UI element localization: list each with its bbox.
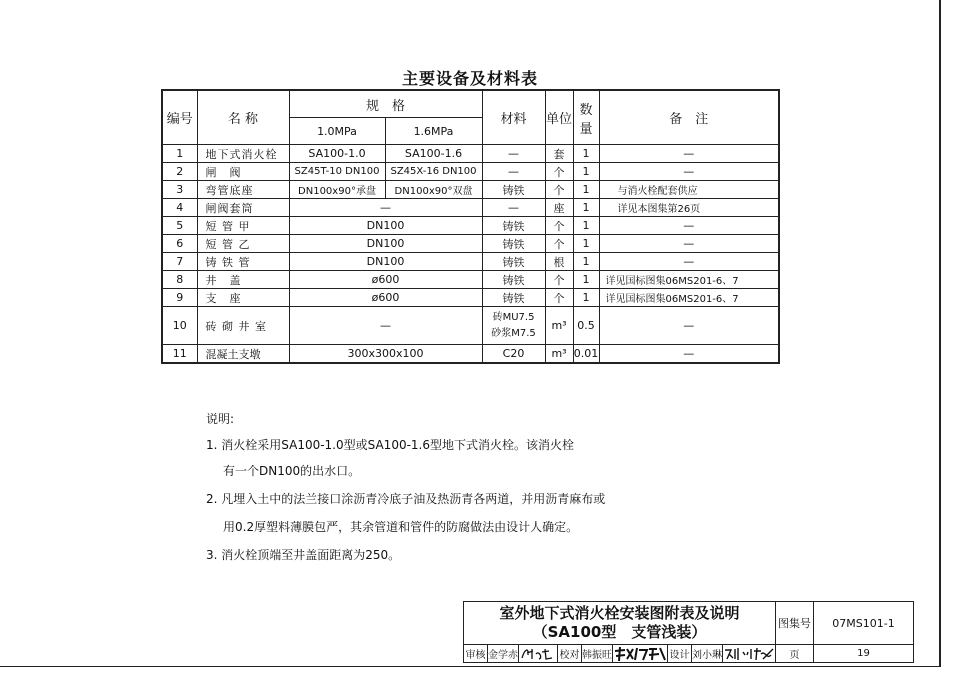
header-spec-1-6mpa: 1.6MPa <box>385 118 482 145</box>
cell-no: 3 <box>162 181 197 199</box>
cell-no: 2 <box>162 163 197 181</box>
cell-name: 砖 砌 井 室 <box>197 307 289 345</box>
header-remark: 备 注 <box>599 90 779 145</box>
designer-signature <box>723 645 776 663</box>
header-no: 编号 <box>162 90 197 145</box>
cell-spec-b: SA100-1.6 <box>385 145 482 163</box>
designer-signature-icon <box>723 646 775 662</box>
cell-name: 闸阀套筒 <box>197 199 289 217</box>
reviewer-name: 金学赤 <box>488 645 519 663</box>
cell-material: 铸铁 <box>482 235 545 253</box>
cell-material-line2: 砂浆M7.5 <box>491 327 536 339</box>
materials-table <box>161 89 780 364</box>
cell-remark: — <box>599 163 779 181</box>
checker-signature-icon <box>613 646 667 662</box>
notes-heading: 说明: <box>206 412 235 426</box>
note-1-line1: 1. 消火栓采用SA100-1.0型或SA100-1.6型地下式消火栓。该消火栓 <box>206 438 574 452</box>
cell-material: 铸铁 <box>482 289 545 307</box>
table-row <box>162 253 779 271</box>
note-1-line2: 有一个DN100的出水口。 <box>223 464 361 478</box>
cell-material <box>482 307 545 345</box>
cell-name: 短 管 甲 <box>197 217 289 235</box>
table-row <box>162 307 779 345</box>
cell-name: 铸 铁 管 <box>197 253 289 271</box>
drawing-title-line2: （SA100型 支管浅装） <box>532 623 707 641</box>
cell-name: 混凝土支墩 <box>197 345 289 364</box>
cell-material: 铸铁 <box>482 181 545 199</box>
cell-unit: 个 <box>545 289 573 307</box>
drawing-title-line1: 室外地下式消火栓安装图附表及说明 <box>499 604 740 622</box>
note-3: 3. 消火栓顶端至井盖面距离为250。 <box>206 548 401 562</box>
reviewer-signature <box>519 645 558 663</box>
cell-qty: 1 <box>573 163 599 181</box>
table-row <box>162 217 779 235</box>
checker-name: 韩振旺 <box>582 645 613 663</box>
cell-no: 1 <box>162 145 197 163</box>
drawing-title <box>464 602 776 645</box>
cell-unit: 套 <box>545 145 573 163</box>
cell-material: — <box>482 163 545 181</box>
cell-remark: 详见国标图集06MS201-6、7 <box>599 289 779 307</box>
cell-remark: — <box>599 235 779 253</box>
table-row <box>162 289 779 307</box>
table-row <box>162 345 779 364</box>
note-2-line2: 用0.2厚塑料薄膜包严，其余管道和管件的防腐做法由设计人确定。 <box>223 520 579 534</box>
note-2-line1: 2. 凡埋入土中的法兰接口涂沥青冷底子油及热沥青各两道，并用沥青麻布或 <box>206 492 606 506</box>
cell-spec: ø600 <box>289 271 482 289</box>
cell-spec-a: DN100x90°承盘 <box>289 181 385 199</box>
cell-remark: — <box>599 307 779 345</box>
cell-name: 支 座 <box>197 289 289 307</box>
cell-qty: 1 <box>573 271 599 289</box>
cell-unit: m³ <box>545 345 573 364</box>
cell-remark: 与消火栓配套供应 <box>599 181 779 199</box>
cell-qty: 1 <box>573 289 599 307</box>
cell-unit: 个 <box>545 217 573 235</box>
table-row <box>162 271 779 289</box>
cell-spec-a: SZ45T-10 DN100 <box>289 163 385 181</box>
cell-qty: 1 <box>573 253 599 271</box>
reviewer-signature-icon <box>519 646 557 662</box>
cell-no: 5 <box>162 217 197 235</box>
cell-no: 11 <box>162 345 197 364</box>
cell-unit: m³ <box>545 307 573 345</box>
header-material: 材料 <box>482 90 545 145</box>
header-spec: 规 格 <box>289 90 482 118</box>
cell-material: 铸铁 <box>482 217 545 235</box>
cell-spec-b: SZ45X-16 DN100 <box>385 163 482 181</box>
cell-spec: — <box>289 199 482 217</box>
table-row <box>162 145 779 163</box>
cell-unit: 根 <box>545 253 573 271</box>
cell-qty: 1 <box>573 199 599 217</box>
cell-qty: 0.01 <box>573 345 599 364</box>
cell-spec: DN100 <box>289 217 482 235</box>
cell-qty: 1 <box>573 235 599 253</box>
cell-name: 短 管 乙 <box>197 235 289 253</box>
atlas-number: 07MS101-1 <box>814 602 914 645</box>
header-qty: 数量 <box>573 90 599 145</box>
table-row <box>162 181 779 199</box>
title-block <box>463 601 914 663</box>
cell-qty: 1 <box>573 145 599 163</box>
cell-remark: 详见国标图集06MS201-6、7 <box>599 271 779 289</box>
cell-name: 井 盖 <box>197 271 289 289</box>
cell-no: 7 <box>162 253 197 271</box>
cell-unit: 个 <box>545 181 573 199</box>
cell-qty: 1 <box>573 217 599 235</box>
review-label: 审核 <box>464 645 488 663</box>
header-unit: 单位 <box>545 90 573 145</box>
page-number: 19 <box>814 645 914 663</box>
checker-signature <box>613 645 668 663</box>
cell-material: 铸铁 <box>482 253 545 271</box>
cell-no: 4 <box>162 199 197 217</box>
cell-spec: DN100 <box>289 235 482 253</box>
cell-spec: — <box>289 307 482 345</box>
cell-material-line1: 砖MU7.5 <box>492 311 535 323</box>
check-label: 校对 <box>558 645 582 663</box>
cell-material: — <box>482 199 545 217</box>
design-label: 设计 <box>668 645 692 663</box>
header-name: 名 称 <box>197 90 289 145</box>
cell-remark: — <box>599 145 779 163</box>
header-spec-1mpa: 1.0MPa <box>289 118 385 145</box>
cell-material: — <box>482 145 545 163</box>
cell-material: C20 <box>482 345 545 364</box>
cell-name: 地下式消火栓 <box>197 145 289 163</box>
cell-no: 8 <box>162 271 197 289</box>
cell-remark: 详见本图集第26页 <box>599 199 779 217</box>
cell-material: 铸铁 <box>482 271 545 289</box>
cell-no: 10 <box>162 307 197 345</box>
cell-unit: 个 <box>545 235 573 253</box>
cell-spec: DN100 <box>289 253 482 271</box>
table-row <box>162 199 779 217</box>
cell-name: 弯管底座 <box>197 181 289 199</box>
cell-remark: — <box>599 345 779 364</box>
cell-no: 6 <box>162 235 197 253</box>
page-label: 页 <box>776 645 814 663</box>
table-title: 主要设备及材料表 <box>401 69 538 88</box>
cell-spec: 300x300x100 <box>289 345 482 364</box>
cell-spec: ø600 <box>289 289 482 307</box>
table-row <box>162 235 779 253</box>
cell-no: 9 <box>162 289 197 307</box>
cell-remark: — <box>599 217 779 235</box>
designer-name: 刘小琳 <box>692 645 723 663</box>
atlas-label: 图集号 <box>776 602 814 645</box>
notes-section <box>206 410 605 564</box>
table-row <box>162 163 779 181</box>
cell-unit: 个 <box>545 271 573 289</box>
cell-unit: 座 <box>545 199 573 217</box>
cell-qty: 1 <box>573 181 599 199</box>
cell-unit: 个 <box>545 163 573 181</box>
cell-remark: — <box>599 253 779 271</box>
cell-name: 闸 阀 <box>197 163 289 181</box>
cell-spec-a: SA100-1.0 <box>289 145 385 163</box>
cell-qty: 0.5 <box>573 307 599 345</box>
cell-spec-b: DN100x90°双盘 <box>385 181 482 199</box>
